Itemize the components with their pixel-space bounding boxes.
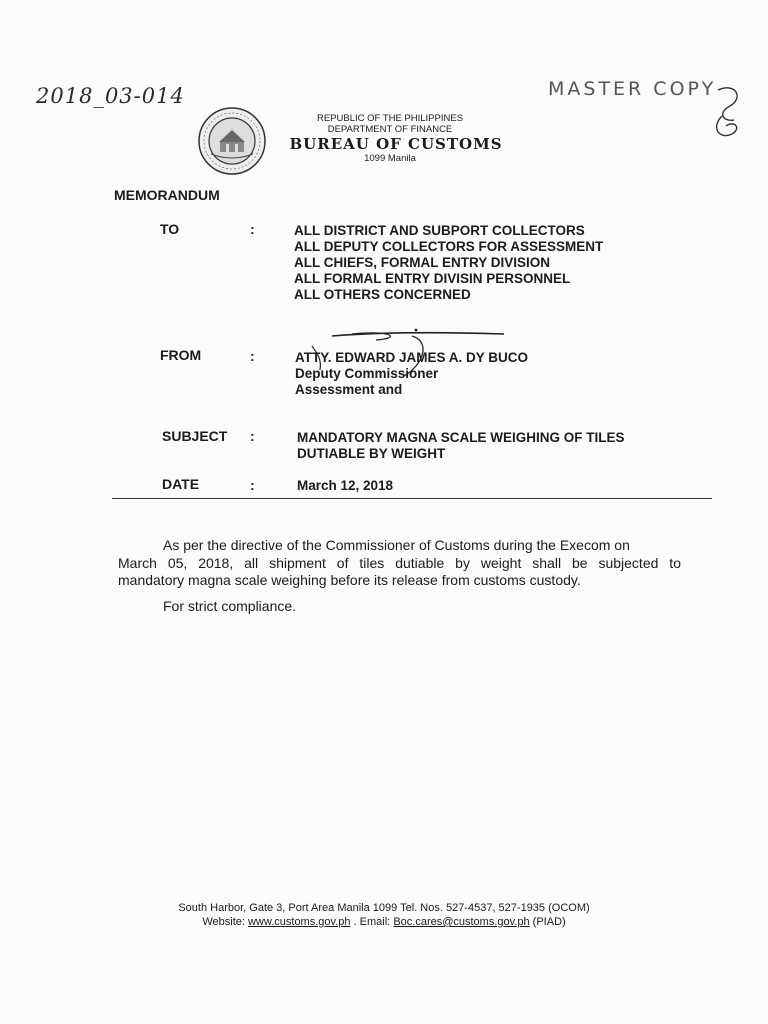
footer-contact	[0, 915, 768, 929]
footer	[0, 901, 768, 929]
date-value: March 12, 2018	[297, 478, 394, 493]
letterhead-bureau: BUREAU OF CUSTOMS	[289, 135, 503, 153]
master-copy-stamp: MASTER COPY	[548, 78, 717, 100]
letterhead-department: DEPARTMENT OF FINANCE	[327, 124, 453, 135]
to-line: ALL OTHERS CONCERNED	[294, 287, 471, 302]
to-line: ALL CHIEFS, FORMAL ENTRY DIVISION	[294, 255, 551, 270]
website-link[interactable]: www.customs.gov.ph	[247, 916, 351, 928]
to-line: ALL DEPUTY COLLECTORS FOR ASSESSMENT	[294, 239, 604, 254]
body-line: As per the directive of the Commissioner of Customs during the Execom on	[163, 537, 630, 553]
website-label: Website:	[202, 916, 245, 928]
subject-colon: :	[250, 428, 255, 444]
subject-label: SUBJECT	[162, 428, 228, 444]
email-link[interactable]: Boc.cares@customs.gov.ph	[393, 916, 530, 928]
to-line: ALL FORMAL ENTRY DIVISIN PERSONNEL	[294, 271, 571, 286]
bureau-of-customs-seal-icon	[197, 106, 267, 176]
memorandum-heading: MEMORANDUM	[114, 187, 220, 203]
to-label: TO	[160, 221, 180, 237]
date-colon: :	[250, 477, 255, 493]
to-colon: :	[250, 221, 255, 237]
from-name: ATTY. EDWARD JAMES A. DY BUCO	[295, 350, 529, 365]
initials-scribble-icon	[700, 82, 750, 144]
body-paragraph	[118, 537, 681, 590]
subject-text	[297, 430, 625, 462]
from-colon: :	[250, 348, 255, 364]
letterhead-republic: REPUBLIC OF THE PHILIPPINES	[316, 113, 464, 124]
subject-line: MANDATORY MAGNA SCALE WEIGHING OF TILES	[297, 430, 625, 445]
date-label: DATE	[162, 476, 200, 492]
closing-text: For strict compliance.	[163, 598, 297, 614]
footer-address: South Harbor, Gate 3, Port Area Manila 1099 Tel. Nos. 527-4537, 527-1935 (OCOM)	[178, 902, 590, 914]
handwritten-reference-number: 2018_03-014	[36, 84, 185, 108]
body-line: March 05, 2018, all shipment of tiles dutiable by weight shall be subjected to	[118, 554, 681, 571]
to-recipients	[294, 223, 603, 303]
from-label: FROM	[160, 347, 202, 363]
header-divider	[112, 498, 712, 499]
subject-line: DUTIABLE BY WEIGHT	[297, 446, 446, 461]
body-line: mandatory magna scale weighing before its release from customs custody.	[118, 572, 581, 588]
letterhead-address: 1099 Manila	[364, 153, 416, 164]
from-title: Deputy Commissioner	[295, 366, 439, 381]
from-office: Assessment and	[295, 382, 403, 397]
email-suffix: (PIAD)	[532, 916, 566, 928]
from-sender	[295, 350, 528, 398]
email-label: . Email:	[353, 916, 391, 928]
to-line: ALL DISTRICT AND SUBPORT COLLECTORS	[294, 223, 585, 238]
